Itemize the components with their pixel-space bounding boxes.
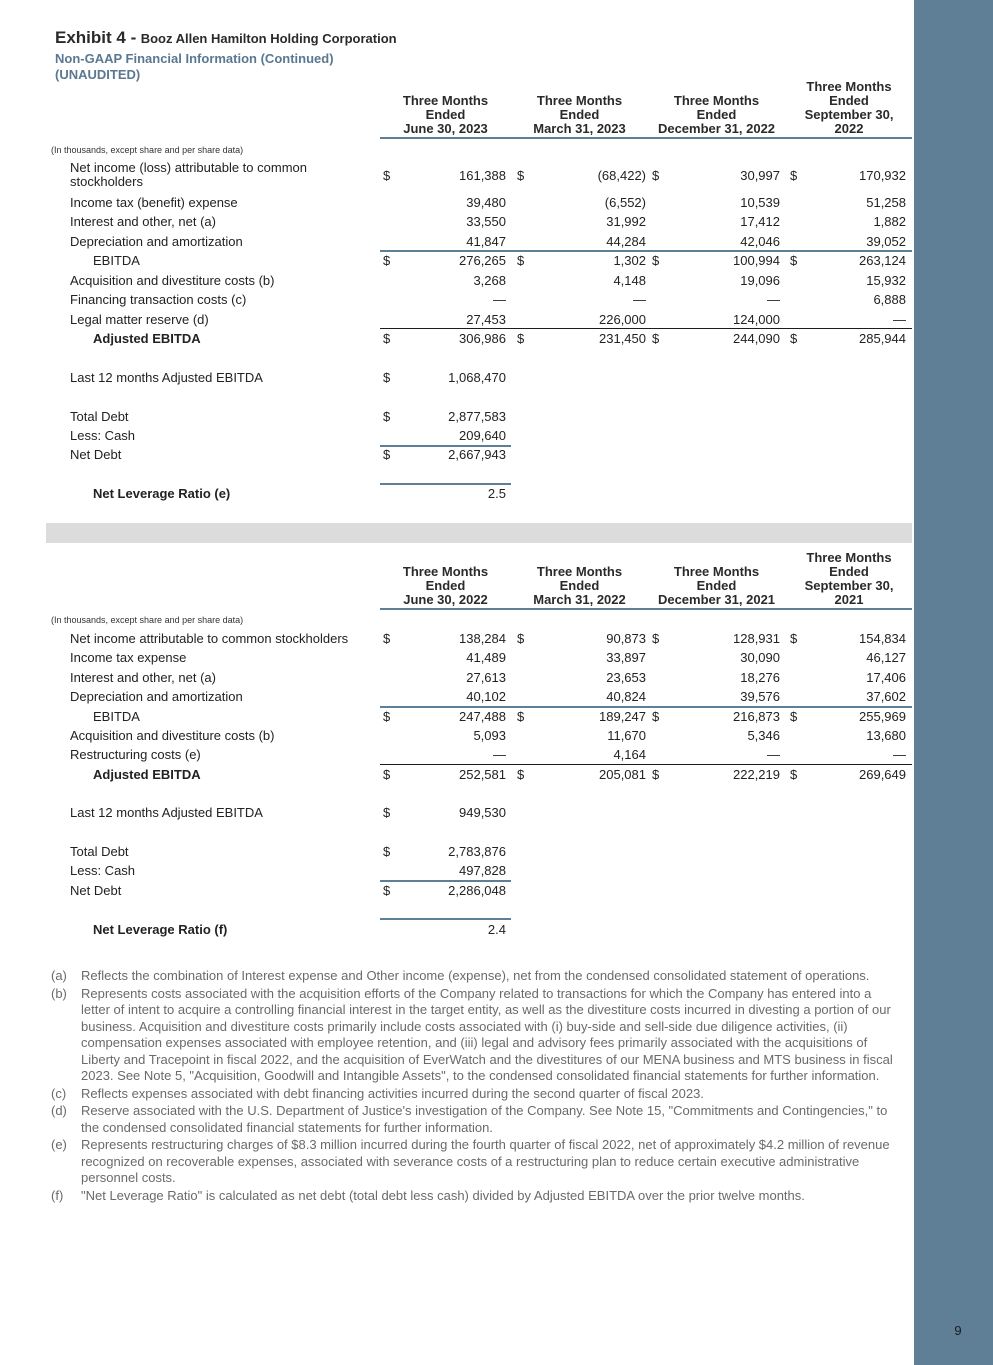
header-rule xyxy=(380,608,912,610)
page-number: 9 xyxy=(954,1323,962,1338)
ltm-row: Last 12 months Adjusted EBITDA $ 1,068,470 xyxy=(70,370,506,385)
column-header: Three Months Ended March 31, 2023 xyxy=(533,93,626,136)
less-cash-row: Less: Cash 209,640 xyxy=(70,428,506,443)
total-debt-row: Total Debt $ 2,783,876 xyxy=(70,844,506,859)
net-debt-row: Net Debt $ 2,667,943 xyxy=(70,447,506,462)
column-header: Three Months Ended December 31, 2021 xyxy=(657,564,776,607)
footnote: (a) Reflects the combination of Interest expense and Other income (expense), net from the condensed consolidated statement of operations. xyxy=(51,968,870,983)
header-rule xyxy=(380,137,912,139)
table-row: Adjusted EBITDA $ 306,986 $ 231,450 $ 244,090 $ 285,944 xyxy=(93,331,906,346)
table-row: Interest and other, net (a) 33,550 31,992 17,412 1,882 xyxy=(70,214,906,229)
table-row: Income tax (benefit) expense 39,480 (6,552) 10,539 51,258 xyxy=(70,195,906,210)
page-title xyxy=(55,26,755,51)
column-header: Three Months Ended September 30, 2021 xyxy=(804,550,894,607)
column-header: Three Months Ended June 30, 2023 xyxy=(402,93,489,136)
footnote: (e) Represents restructuring charges of $8.3 million incurred during the fourth quarter of fiscal 2022, net of approximately $4.2 million of revenue recognized on recoverable expenses, associated with severance costs of a restructuring plan to reduce certain executive administrative personnel costs. xyxy=(51,1137,890,1185)
ratio-row: Net Leverage Ratio (e) 2.5 xyxy=(93,486,506,501)
table-row: Acquisition and divestiture costs (b) 3,268 4,148 19,096 15,932 xyxy=(70,273,906,288)
table-row: Net income (loss) attributable to common stockholders $ 161,388 $ (68,422) $ 30,997 $ 170,932 xyxy=(70,160,906,189)
table-row: Restructuring costs (e) — 4,164 — — xyxy=(70,747,906,762)
total-debt-row: Total Debt $ 2,877,583 xyxy=(70,409,506,424)
table-row: Acquisition and divestiture costs (b) 5,093 11,670 5,346 13,680 xyxy=(70,728,906,743)
net-debt-row: Net Debt $ 2,286,048 xyxy=(70,883,506,898)
column-header: Three Months Ended December 31, 2022 xyxy=(657,93,776,136)
report-header xyxy=(55,26,755,83)
report-subtitle: Non-GAAP Financial Information (Continued) xyxy=(55,51,334,66)
table-row: Depreciation and amortization 40,102 40,824 39,576 37,602 xyxy=(70,689,906,704)
footnote: (f) "Net Leverage Ratio" is calculated as net debt (total debt less cash) divided by Adjusted EBITDA over the prior twelve months. xyxy=(51,1187,805,1203)
column-header: Three Months Ended March 31, 2022 xyxy=(533,564,626,607)
table-row: EBITDA $ 276,265 $ 1,302 $ 100,994 $ 263,124 xyxy=(93,253,906,268)
table-row: Net income attributable to common stockholders $ 138,284 $ 90,873 $ 128,931 $ 154,834 xyxy=(70,631,906,646)
table-row: Income tax expense 41,489 33,897 30,090 46,127 xyxy=(70,650,906,665)
unaudited-label: (UNAUDITED) xyxy=(55,67,141,82)
table-row: EBITDA $ 247,488 $ 189,247 $ 216,873 $ 255,969 xyxy=(93,709,906,724)
section-separator xyxy=(46,523,912,543)
footnotes xyxy=(51,968,901,1205)
table-row: Legal matter reserve (d) 27,453 226,000 124,000 — xyxy=(70,312,906,327)
table-row: Depreciation and amortization 41,847 44,284 42,046 39,052 xyxy=(70,234,906,249)
column-header: Three Months Ended June 30, 2022 xyxy=(402,564,489,607)
footnote: (b) Represents costs associated with the acquisition efforts of the Company related to transactions for which the Company has entered into a letter of intent to acquire a controlling financial interest in the target entity, as well as the divestiture costs incurred in divesting a portion of our business. Acquisition and divestiture costs primarily include costs associated with (i) buy-side and sell-side due diligence activities, (ii) compensation expenses associated with employee retention, and (iii) legal and advisory fees primarily associated with the acquisitions of Liberty and Tracepoint in fiscal 2022, and the acquisition of EverWatch and the divestitures of our MENA business and MTS business in fiscal 2023. See Note 5, "Acquisition, Goodwill and Intangible Assets", to the condensed consolidated financial statements for further information. xyxy=(51,985,893,1083)
footnote: (c) Reflects expenses associated with debt financing activities incurred during the second quarter of fiscal 2023. xyxy=(51,1085,704,1101)
units-note: (In thousands, except share and per share data) xyxy=(51,615,244,625)
table-row: Adjusted EBITDA $ 252,581 $ 205,081 $ 222,219 $ 269,649 xyxy=(93,767,906,782)
less-cash-row: Less: Cash 497,828 xyxy=(70,863,506,878)
ltm-row: Last 12 months Adjusted EBITDA $ 949,530 xyxy=(70,805,506,820)
footnote: (d) Reserve associated with the U.S. Department of Justice's investigation of the Company. See Note 15, "Commitments and Contingencies," to the condensed consolidated financial statements for further information. xyxy=(51,1103,888,1135)
sidebar-band xyxy=(914,0,993,1365)
table-row: Interest and other, net (a) 27,613 23,653 18,276 17,406 xyxy=(70,670,906,685)
table-row: Financing transaction costs (c) — — — 6,888 xyxy=(70,292,906,307)
units-note: (In thousands, except share and per share data) xyxy=(51,145,244,155)
exhibit-label: Exhibit 4 - xyxy=(55,28,137,47)
ratio-row: Net Leverage Ratio (f) 2.4 xyxy=(93,922,506,937)
company-name: Booz Allen Hamilton Holding Corporation xyxy=(140,31,397,46)
column-header: Three Months Ended September 30, 2022 xyxy=(804,79,894,136)
